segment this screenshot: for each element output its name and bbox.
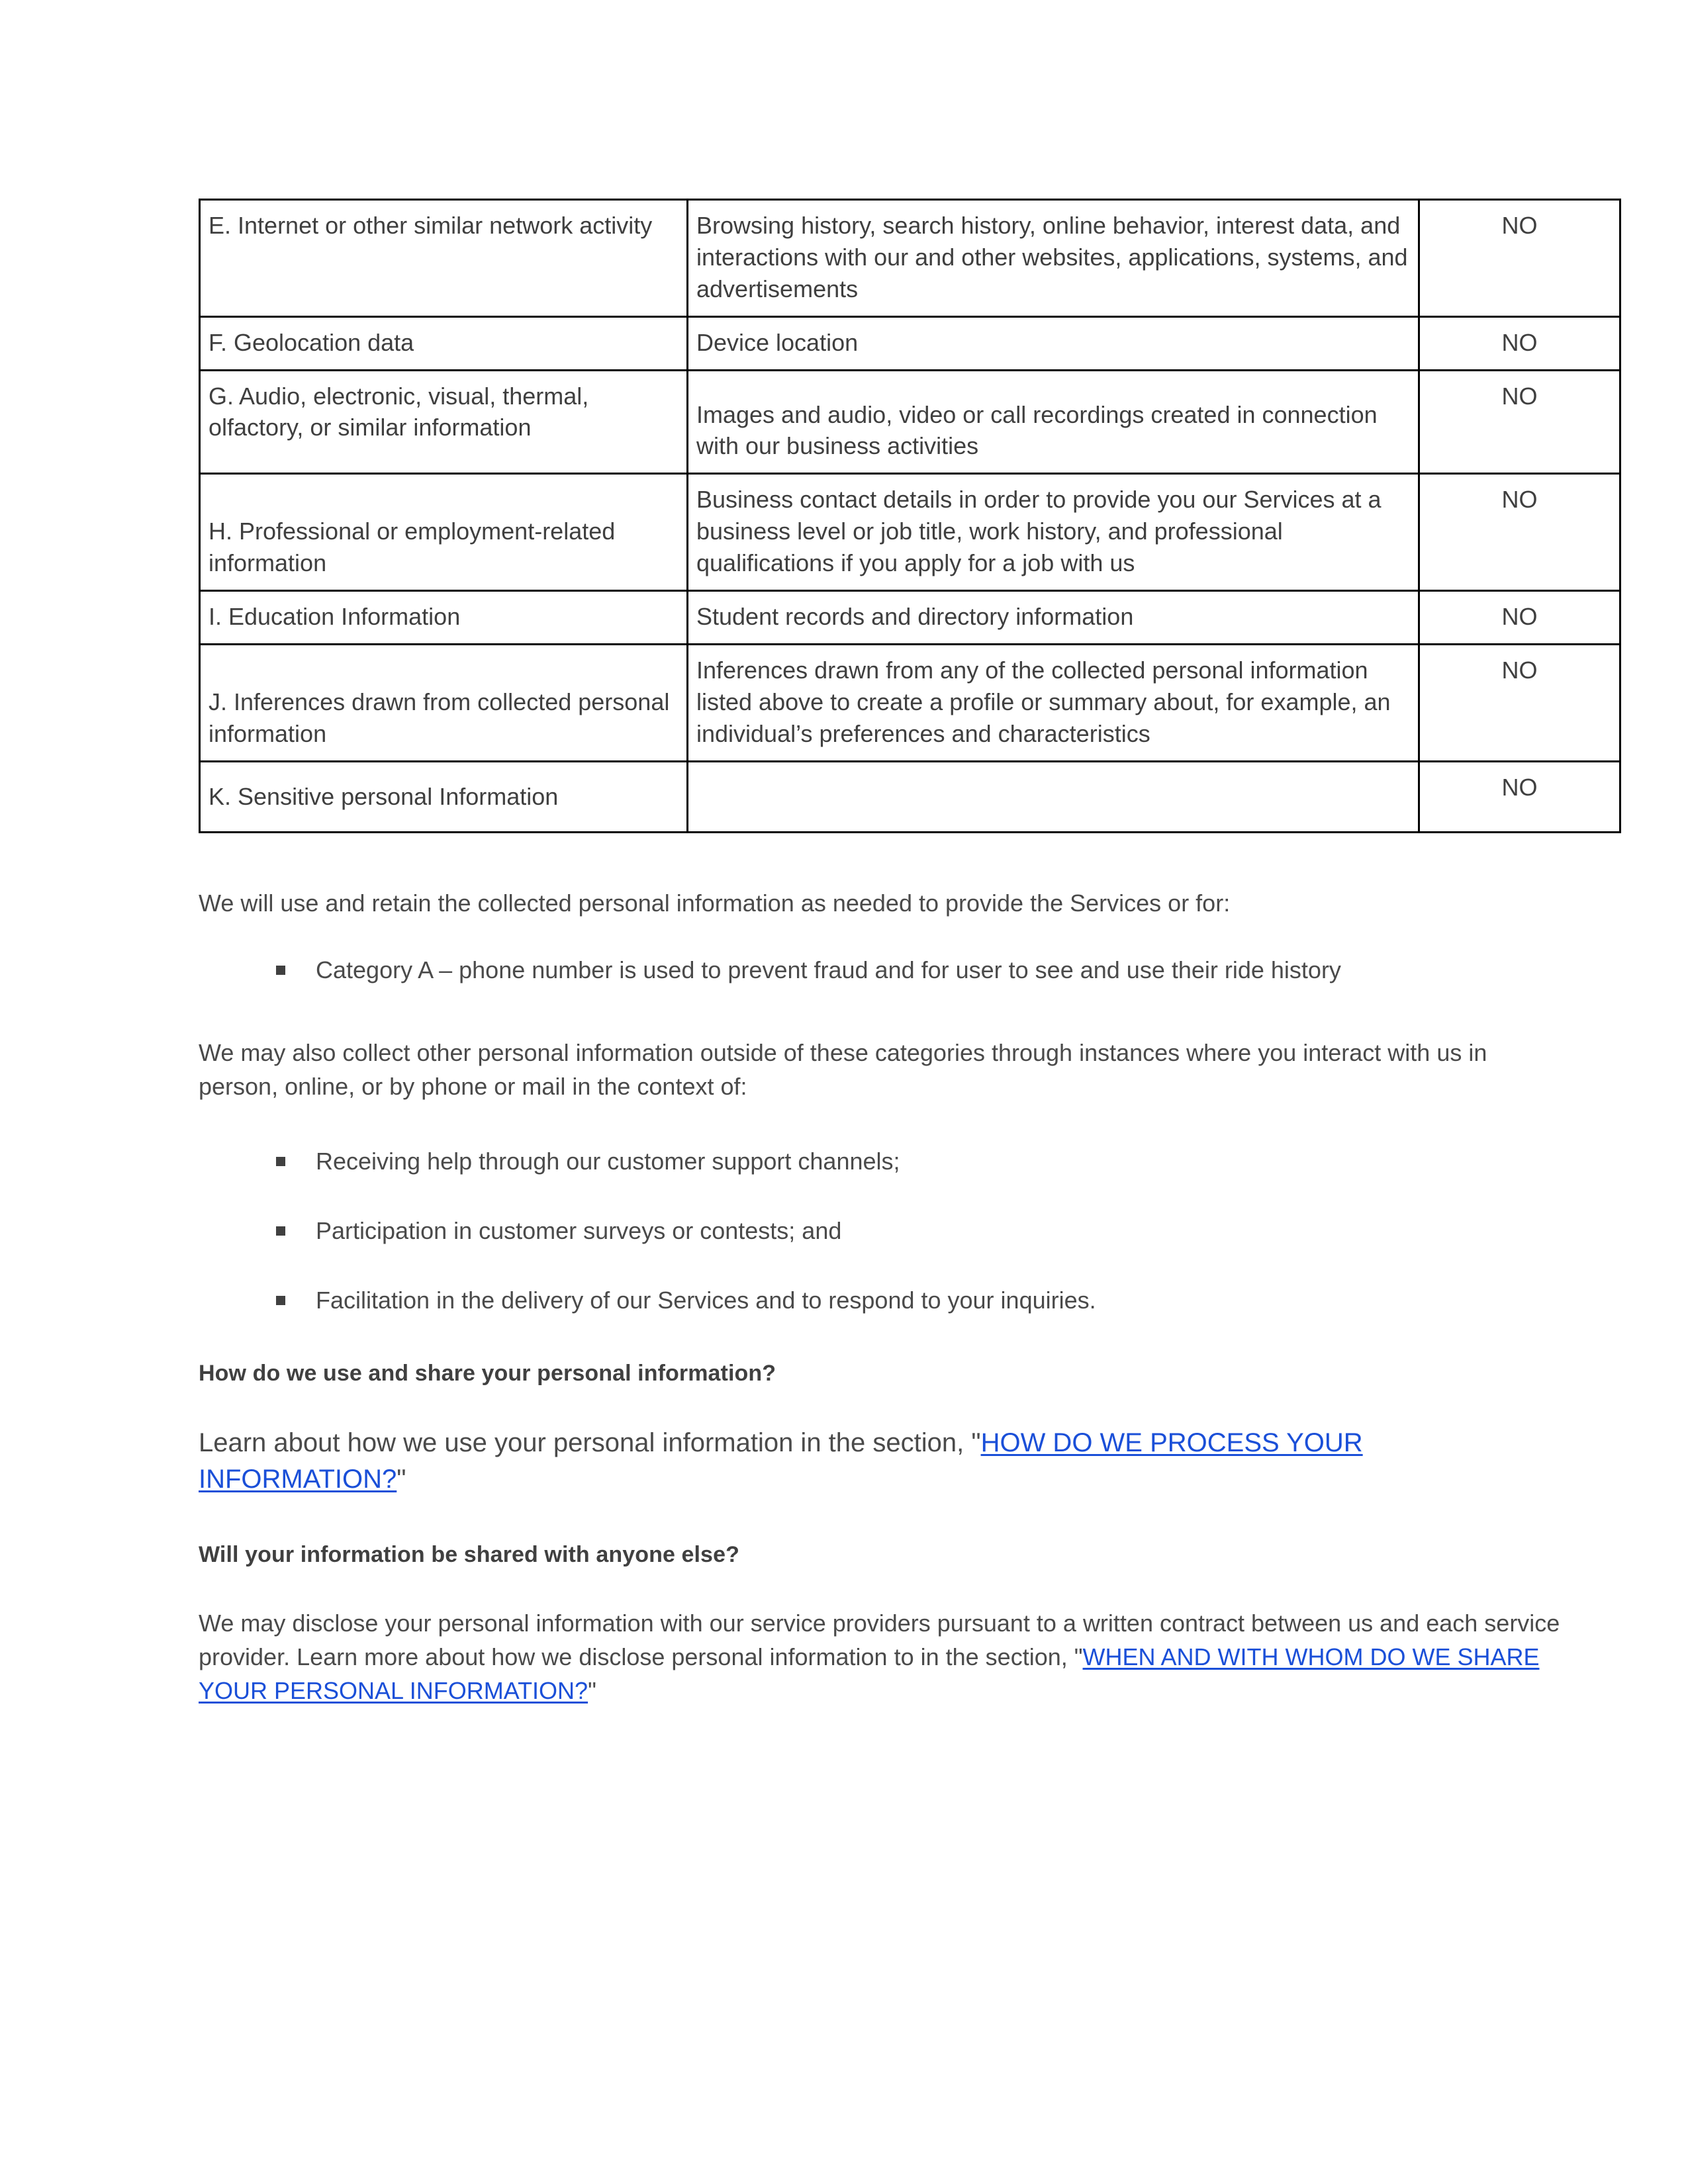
- table-row: [200, 761, 1620, 832]
- other-collection-paragraph: We may also collect other personal information outside of these categories through instances where you interact with us in person, online, or by phone or mail in the context of:: [199, 1038, 1487, 1100]
- table-cell-collected: NO: [1419, 316, 1620, 370]
- table-row: [200, 474, 1620, 591]
- list-item: [261, 1144, 1560, 1178]
- table-cell-collected: NO: [1419, 370, 1620, 474]
- table-cell-category: E. Internet or other similar network activity: [200, 200, 688, 317]
- spacer: [199, 987, 1566, 1036]
- table-body: [200, 200, 1620, 833]
- list-item-label: Participation in customer surveys or contests; and: [316, 1217, 842, 1245]
- square-bullet-icon: [276, 966, 285, 975]
- square-bullet-icon: [276, 1226, 285, 1236]
- table-cell-examples: Images and audio, video or call recordings created in connection with our business activities: [688, 370, 1419, 474]
- list-item-label: Category A – phone number is used to prevent fraud and for user to see and use their ride history: [316, 956, 1341, 983]
- list-item: [261, 953, 1560, 987]
- table-cell-category: G. Audio, electronic, visual, thermal, olfactory, or similar information: [200, 370, 688, 474]
- table-row: [200, 316, 1620, 370]
- table-cell-category: I. Education Information: [200, 591, 688, 645]
- table-row: [200, 200, 1620, 317]
- table-cell-collected: NO: [1419, 761, 1620, 832]
- intro-paragraph: We will use and retain the collected personal information as needed to provide the Services or for:: [199, 889, 1231, 917]
- paragraph-use-share: [199, 1425, 1566, 1498]
- list-item-label: Receiving help through our customer support channels;: [316, 1147, 900, 1175]
- spacer: [199, 1568, 1566, 1606]
- link-when-and-with-whom-do-we-share[interactable]: WHEN AND WITH WHOM DO WE SHARE YOUR PERSONAL INFORMATION?: [199, 1643, 1540, 1704]
- spacer: [199, 920, 1566, 953]
- spacer: [199, 1387, 1566, 1425]
- spacer: [199, 833, 1566, 886]
- table-cell-collected: NO: [1419, 474, 1620, 591]
- square-bullet-icon: [276, 1157, 285, 1166]
- table-cell-examples: Browsing history, search history, online behavior, interest data, and interactions with our and other websites, applications, systems, and advertisements: [688, 200, 1419, 317]
- table-cell-collected: NO: [1419, 591, 1620, 645]
- table-cell-collected: NO: [1419, 200, 1620, 317]
- table-row: [200, 591, 1620, 645]
- paragraph-shared-with-prefix: We may disclose your personal information with our service providers pursuant to a written contract between us and each service provider. Learn more about how we disclose personal information to in the section, ": [199, 1609, 1560, 1670]
- paragraph-shared-with: [199, 1606, 1566, 1707]
- table-cell-examples: Inferences drawn from any of the collected personal information listed above to create a profile or summary about, for example, an individual’s preferences and characteristics: [688, 644, 1419, 761]
- table-cell-category: K. Sensitive personal Information: [200, 761, 688, 832]
- context-bullet-list: [199, 1144, 1566, 1317]
- table-cell-category: J. Inferences drawn from collected personal information: [200, 644, 688, 761]
- spacer: [199, 1317, 1566, 1361]
- paragraph-use-share-suffix: ": [397, 1465, 406, 1494]
- heading-how-do-we-use-and-share: How do we use and share your personal information?: [199, 1361, 776, 1387]
- personal-information-categories-table: [199, 199, 1621, 833]
- link-how-do-we-process-your-information[interactable]: HOW DO WE PROCESS YOUR INFORMATION?: [199, 1428, 1363, 1494]
- table-cell-examples: [688, 761, 1419, 832]
- spacer: [199, 1498, 1566, 1542]
- retention-bullet-list: [199, 953, 1566, 987]
- table-cell-category: H. Professional or employment-related information: [200, 474, 688, 591]
- heading-will-information-be-shared: Will your information be shared with anyone else?: [199, 1541, 739, 1567]
- table-cell-examples: Device location: [688, 316, 1419, 370]
- list-item: [261, 1214, 1560, 1248]
- table-cell-category: F. Geolocation data: [200, 316, 688, 370]
- paragraph-use-share-prefix: Learn about how we use your personal information in the section, ": [199, 1428, 981, 1458]
- list-item: [261, 1283, 1560, 1317]
- table-cell-examples: Business contact details in order to provide you our Services at a business level or job title, work history, and professional qualifications if you apply for a job with us: [688, 474, 1419, 591]
- spacer: [199, 1103, 1566, 1144]
- square-bullet-icon: [276, 1296, 285, 1305]
- table-row: [200, 644, 1620, 761]
- table-cell-collected: NO: [1419, 644, 1620, 761]
- list-item-label: Facilitation in the delivery of our Services and to respond to your inquiries.: [316, 1287, 1096, 1314]
- table-cell-examples: Student records and directory information: [688, 591, 1419, 645]
- paragraph-shared-with-suffix: ": [588, 1676, 596, 1704]
- table-row: [200, 370, 1620, 474]
